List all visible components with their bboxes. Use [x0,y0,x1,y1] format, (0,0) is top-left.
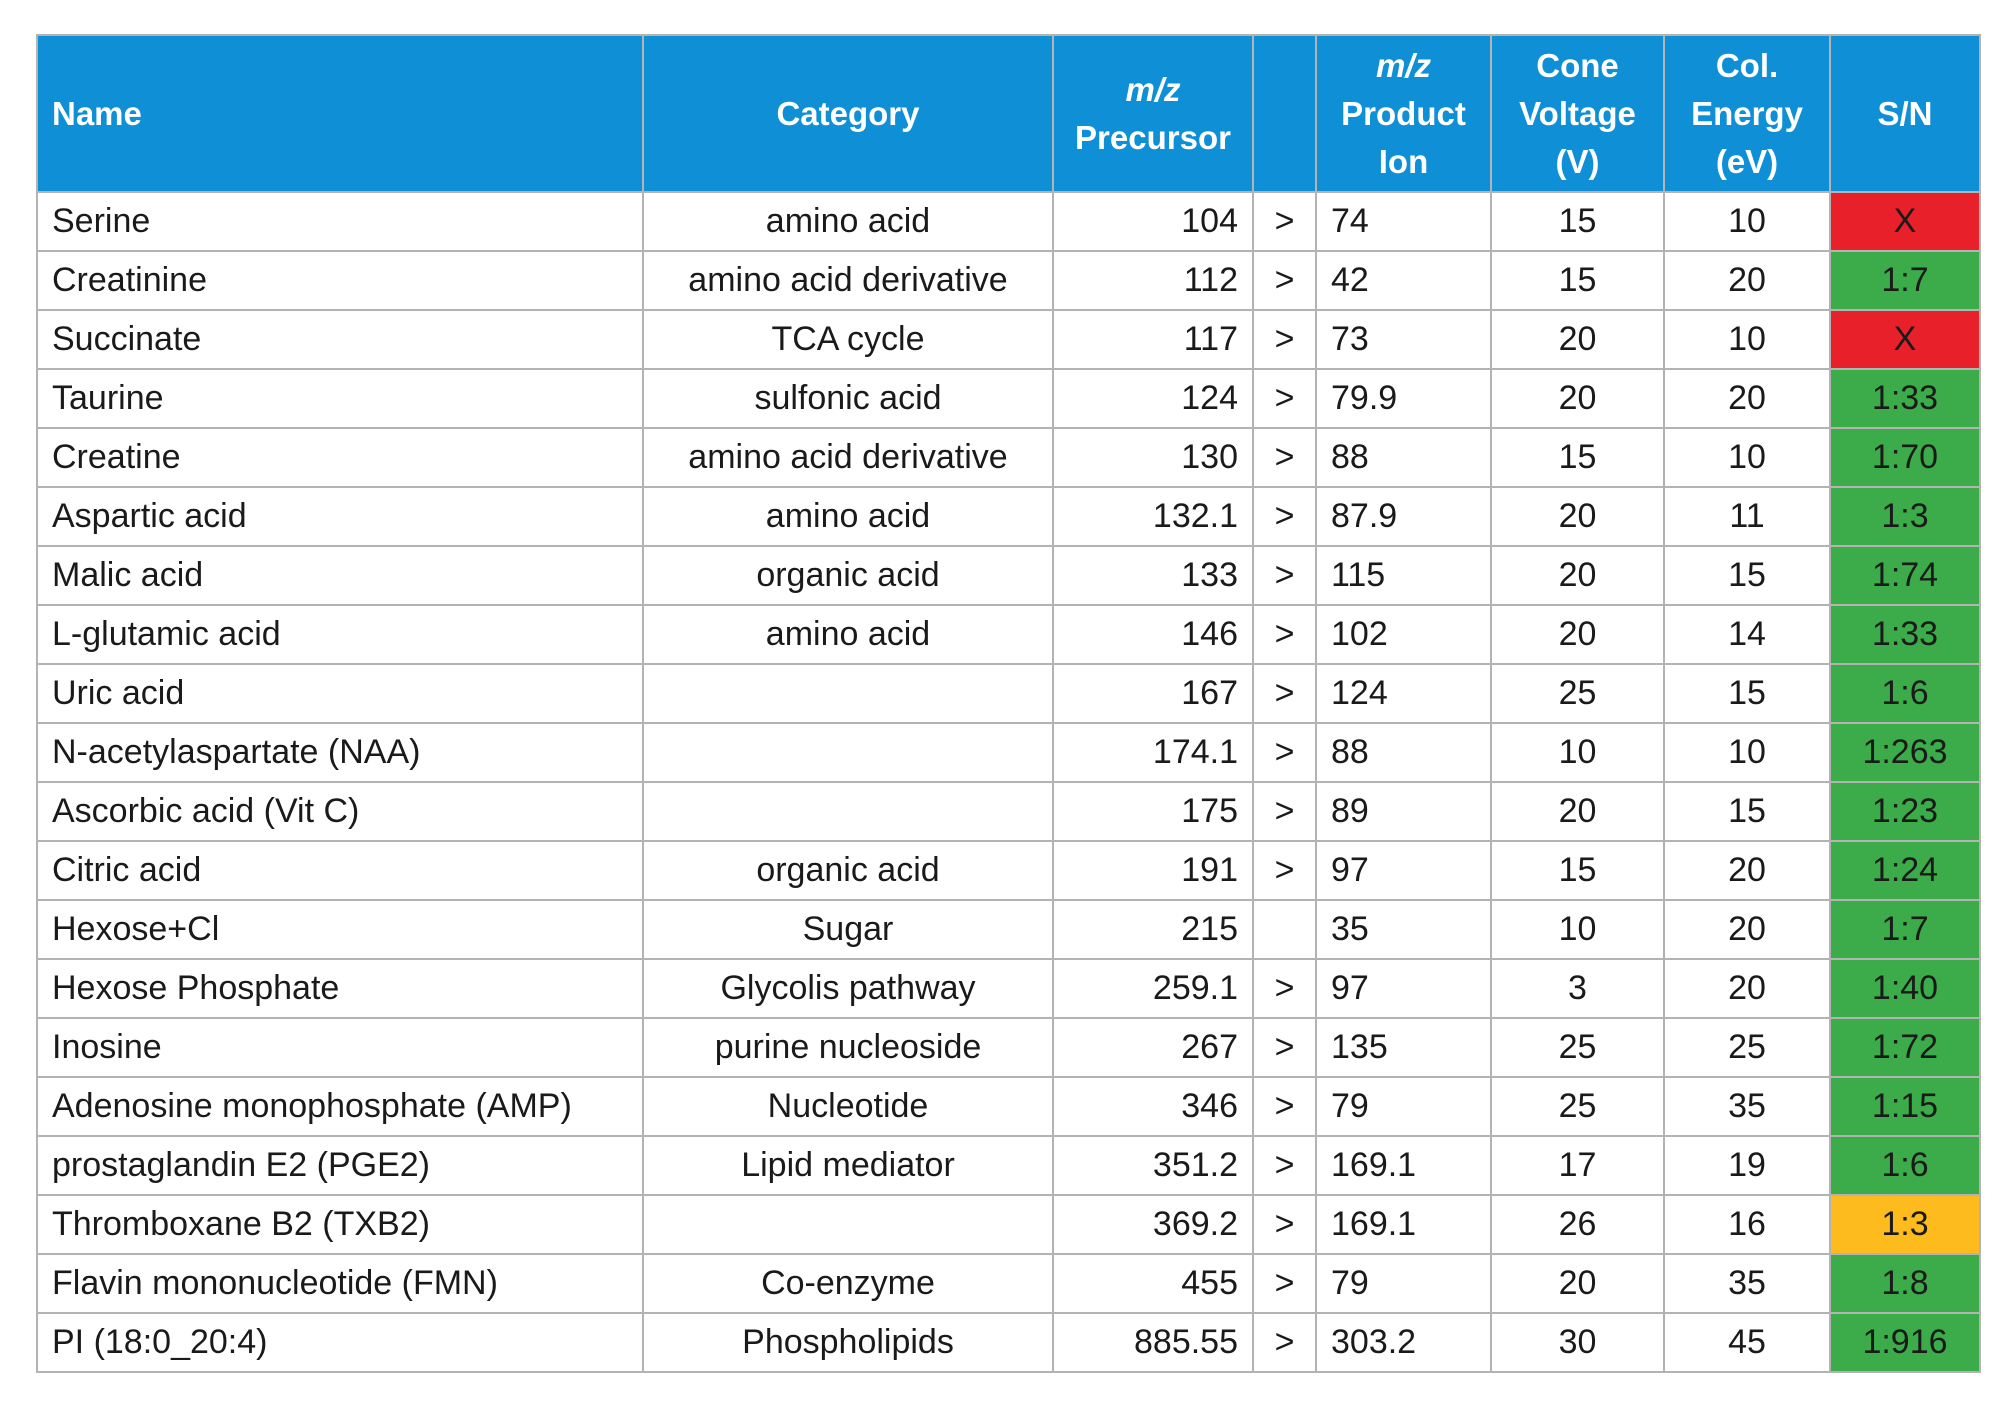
cell-cone-voltage: 25 [1491,1018,1664,1077]
cell-arrow: > [1253,487,1316,546]
cell-collision-energy: 25 [1664,1018,1830,1077]
cell-collision-energy: 20 [1664,959,1830,1018]
header-name: Name [37,35,643,192]
cell-arrow: > [1253,841,1316,900]
cell-category [643,782,1053,841]
cell-cone-voltage: 20 [1491,546,1664,605]
cell-cone-voltage: 15 [1491,841,1664,900]
metabolite-table [36,34,1981,1373]
cell-arrow: > [1253,782,1316,841]
cell-category: Co-enzyme [643,1254,1053,1313]
cell-name: Hexose+Cl [37,900,643,959]
cell-precursor: 455 [1053,1254,1253,1313]
cell-product-ion: 73 [1316,310,1491,369]
table-row [37,900,1980,959]
cell-arrow: > [1253,251,1316,310]
cell-category [643,723,1053,782]
cell-precursor: 130 [1053,428,1253,487]
cell-category: sulfonic acid [643,369,1053,428]
cell-collision-energy: 20 [1664,251,1830,310]
cell-name: Flavin mononucleotide (FMN) [37,1254,643,1313]
cell-collision-energy: 11 [1664,487,1830,546]
cell-name: Inosine [37,1018,643,1077]
cell-signal-noise: 1:23 [1830,782,1980,841]
cell-cone-voltage: 26 [1491,1195,1664,1254]
table-body [37,192,1980,1372]
cell-category [643,664,1053,723]
cell-name: Serine [37,192,643,251]
cell-product-ion: 88 [1316,723,1491,782]
cell-product-ion: 79 [1316,1077,1491,1136]
cell-collision-energy: 15 [1664,664,1830,723]
cell-product-ion: 87.9 [1316,487,1491,546]
cell-collision-energy: 35 [1664,1254,1830,1313]
cell-signal-noise: 1:263 [1830,723,1980,782]
header-product-ion-label: Ion [1378,142,1429,180]
header-category: Category [643,35,1053,192]
cell-collision-energy: 10 [1664,723,1830,782]
cell-name: Taurine [37,369,643,428]
cell-cone-voltage: 20 [1491,1254,1664,1313]
table-row [37,369,1980,428]
table-row [37,1018,1980,1077]
cell-name: Creatinine [37,251,643,310]
cell-collision-energy: 15 [1664,546,1830,605]
cell-cone-voltage: 10 [1491,900,1664,959]
cell-signal-noise: 1:7 [1830,900,1980,959]
cell-precursor: 267 [1053,1018,1253,1077]
cell-precursor: 369.2 [1053,1195,1253,1254]
cell-collision-energy: 10 [1664,310,1830,369]
cell-category: organic acid [643,546,1053,605]
header-arrow [1253,35,1316,192]
cell-arrow: > [1253,723,1316,782]
header-signal-noise: S/N [1830,35,1980,192]
cell-name: L-glutamic acid [37,605,643,664]
cell-collision-energy: 15 [1664,782,1830,841]
cell-precursor: 132.1 [1053,487,1253,546]
cell-signal-noise: X [1830,310,1980,369]
cell-product-ion: 42 [1316,251,1491,310]
cell-name: Uric acid [37,664,643,723]
cell-arrow: > [1253,605,1316,664]
cell-category: amino acid [643,192,1053,251]
cell-signal-noise: 1:72 [1830,1018,1980,1077]
cell-arrow: > [1253,369,1316,428]
table-row [37,723,1980,782]
cell-product-ion: 135 [1316,1018,1491,1077]
cell-collision-energy: 16 [1664,1195,1830,1254]
cell-collision-energy: 20 [1664,841,1830,900]
cell-category: Glycolis pathway [643,959,1053,1018]
cell-cone-voltage: 17 [1491,1136,1664,1195]
cell-name: N-acetylaspartate (NAA) [37,723,643,782]
cell-cone-voltage: 3 [1491,959,1664,1018]
cell-collision-energy: 10 [1664,428,1830,487]
cell-product-ion: 79 [1316,1254,1491,1313]
cell-precursor: 112 [1053,251,1253,310]
cell-arrow: > [1253,1195,1316,1254]
cell-arrow: > [1253,1136,1316,1195]
cell-arrow: > [1253,1077,1316,1136]
table-row [37,841,1980,900]
cell-signal-noise: 1:15 [1830,1077,1980,1136]
table-row [37,1195,1980,1254]
cell-cone-voltage: 20 [1491,310,1664,369]
table-row [37,1136,1980,1195]
cell-category: amino acid [643,605,1053,664]
cell-product-ion: 97 [1316,841,1491,900]
cell-category: organic acid [643,841,1053,900]
cell-category: Sugar [643,900,1053,959]
table-row [37,1254,1980,1313]
table-row [37,605,1980,664]
cell-collision-energy: 19 [1664,1136,1830,1195]
cell-name: Aspartic acid [37,487,643,546]
cell-signal-noise: 1:7 [1830,251,1980,310]
cell-name: Citric acid [37,841,643,900]
cell-product-ion: 124 [1316,664,1491,723]
cell-cone-voltage: 20 [1491,605,1664,664]
cell-product-ion: 102 [1316,605,1491,664]
cell-precursor: 191 [1053,841,1253,900]
cell-product-ion: 97 [1316,959,1491,1018]
cell-cone-voltage: 20 [1491,782,1664,841]
table-row [37,192,1980,251]
cell-category: Phospholipids [643,1313,1053,1372]
cell-product-ion: 169.1 [1316,1136,1491,1195]
cell-precursor: 167 [1053,664,1253,723]
cell-arrow: > [1253,1018,1316,1077]
cell-signal-noise: 1:40 [1830,959,1980,1018]
table-row [37,487,1980,546]
cell-product-ion: 115 [1316,546,1491,605]
table-row [37,428,1980,487]
table-row [37,959,1980,1018]
cell-precursor: 215 [1053,900,1253,959]
cell-signal-noise: 1:6 [1830,1136,1980,1195]
cell-precursor: 133 [1053,546,1253,605]
cell-category: amino acid [643,487,1053,546]
table-row [37,1313,1980,1372]
cell-category: amino acid derivative [643,251,1053,310]
cell-category: Nucleotide [643,1077,1053,1136]
cell-precursor: 346 [1053,1077,1253,1136]
cell-signal-noise: 1:8 [1830,1254,1980,1313]
cell-name: PI (18:0_20:4) [37,1313,643,1372]
table-row [37,546,1980,605]
metabolite-table-container [36,34,1981,1373]
cell-product-ion: 88 [1316,428,1491,487]
cell-precursor: 117 [1053,310,1253,369]
cell-product-ion: 89 [1316,782,1491,841]
header-cone-voltage: Cone Voltage (V) [1491,35,1664,192]
cell-arrow: > [1253,959,1316,1018]
cell-collision-energy: 20 [1664,900,1830,959]
cell-name: Adenosine monophosphate (AMP) [37,1077,643,1136]
cell-cone-voltage: 30 [1491,1313,1664,1372]
cell-arrow [1253,900,1316,959]
header-precursor [1053,35,1253,192]
cell-product-ion: 74 [1316,192,1491,251]
cell-precursor: 104 [1053,192,1253,251]
cell-signal-noise: X [1830,192,1980,251]
cell-name: Hexose Phosphate [37,959,643,1018]
cell-category: amino acid derivative [643,428,1053,487]
table-row [37,664,1980,723]
cell-collision-energy: 45 [1664,1313,1830,1372]
cell-name: Ascorbic acid (Vit C) [37,782,643,841]
header-precursor-label: Precursor [1075,118,1231,156]
cell-name: prostaglandin E2 (PGE2) [37,1136,643,1195]
cell-signal-noise: 1:3 [1830,487,1980,546]
cell-product-ion: 169.1 [1316,1195,1491,1254]
table-row [37,251,1980,310]
cell-cone-voltage: 20 [1491,487,1664,546]
header-collision-energy: Col. Energy (eV) [1664,35,1830,192]
cell-precursor: 885.55 [1053,1313,1253,1372]
cell-cone-voltage: 25 [1491,1077,1664,1136]
cell-category [643,1195,1053,1254]
cell-arrow: > [1253,664,1316,723]
cell-collision-energy: 14 [1664,605,1830,664]
cell-cone-voltage: 15 [1491,428,1664,487]
cell-category: TCA cycle [643,310,1053,369]
cell-collision-energy: 35 [1664,1077,1830,1136]
cell-arrow: > [1253,1254,1316,1313]
cell-signal-noise: 1:24 [1830,841,1980,900]
table-row [37,310,1980,369]
header-product-label: Product [1341,94,1466,132]
cell-signal-noise: 1:916 [1830,1313,1980,1372]
cell-signal-noise: 1:6 [1830,664,1980,723]
cell-precursor: 174.1 [1053,723,1253,782]
cell-collision-energy: 10 [1664,192,1830,251]
cell-name: Succinate [37,310,643,369]
cell-cone-voltage: 25 [1491,664,1664,723]
cell-precursor: 351.2 [1053,1136,1253,1195]
cell-precursor: 146 [1053,605,1253,664]
cell-name: Creatine [37,428,643,487]
cell-cone-voltage: 15 [1491,192,1664,251]
cell-signal-noise: 1:3 [1830,1195,1980,1254]
cell-signal-noise: 1:70 [1830,428,1980,487]
cell-arrow: > [1253,428,1316,487]
cell-arrow: > [1253,546,1316,605]
cell-precursor: 259.1 [1053,959,1253,1018]
cell-signal-noise: 1:33 [1830,605,1980,664]
cell-signal-noise: 1:74 [1830,546,1980,605]
cell-cone-voltage: 15 [1491,251,1664,310]
cell-collision-energy: 20 [1664,369,1830,428]
cell-arrow: > [1253,192,1316,251]
cell-signal-noise: 1:33 [1830,369,1980,428]
cell-name: Thromboxane B2 (TXB2) [37,1195,643,1254]
cell-precursor: 124 [1053,369,1253,428]
cell-category: purine nucleoside [643,1018,1053,1077]
header-precursor-mz: m/z [1125,70,1181,108]
cell-arrow: > [1253,310,1316,369]
table-header [37,35,1980,192]
cell-name: Malic acid [37,546,643,605]
cell-cone-voltage: 20 [1491,369,1664,428]
table-row [37,1077,1980,1136]
table-row [37,782,1980,841]
cell-arrow: > [1253,1313,1316,1372]
header-product-mz: m/z [1375,46,1431,84]
cell-product-ion: 35 [1316,900,1491,959]
cell-product-ion: 303.2 [1316,1313,1491,1372]
header-product-ion [1316,35,1491,192]
cell-product-ion: 79.9 [1316,369,1491,428]
cell-precursor: 175 [1053,782,1253,841]
header-row [37,35,1980,192]
cell-cone-voltage: 10 [1491,723,1664,782]
cell-category: Lipid mediator [643,1136,1053,1195]
